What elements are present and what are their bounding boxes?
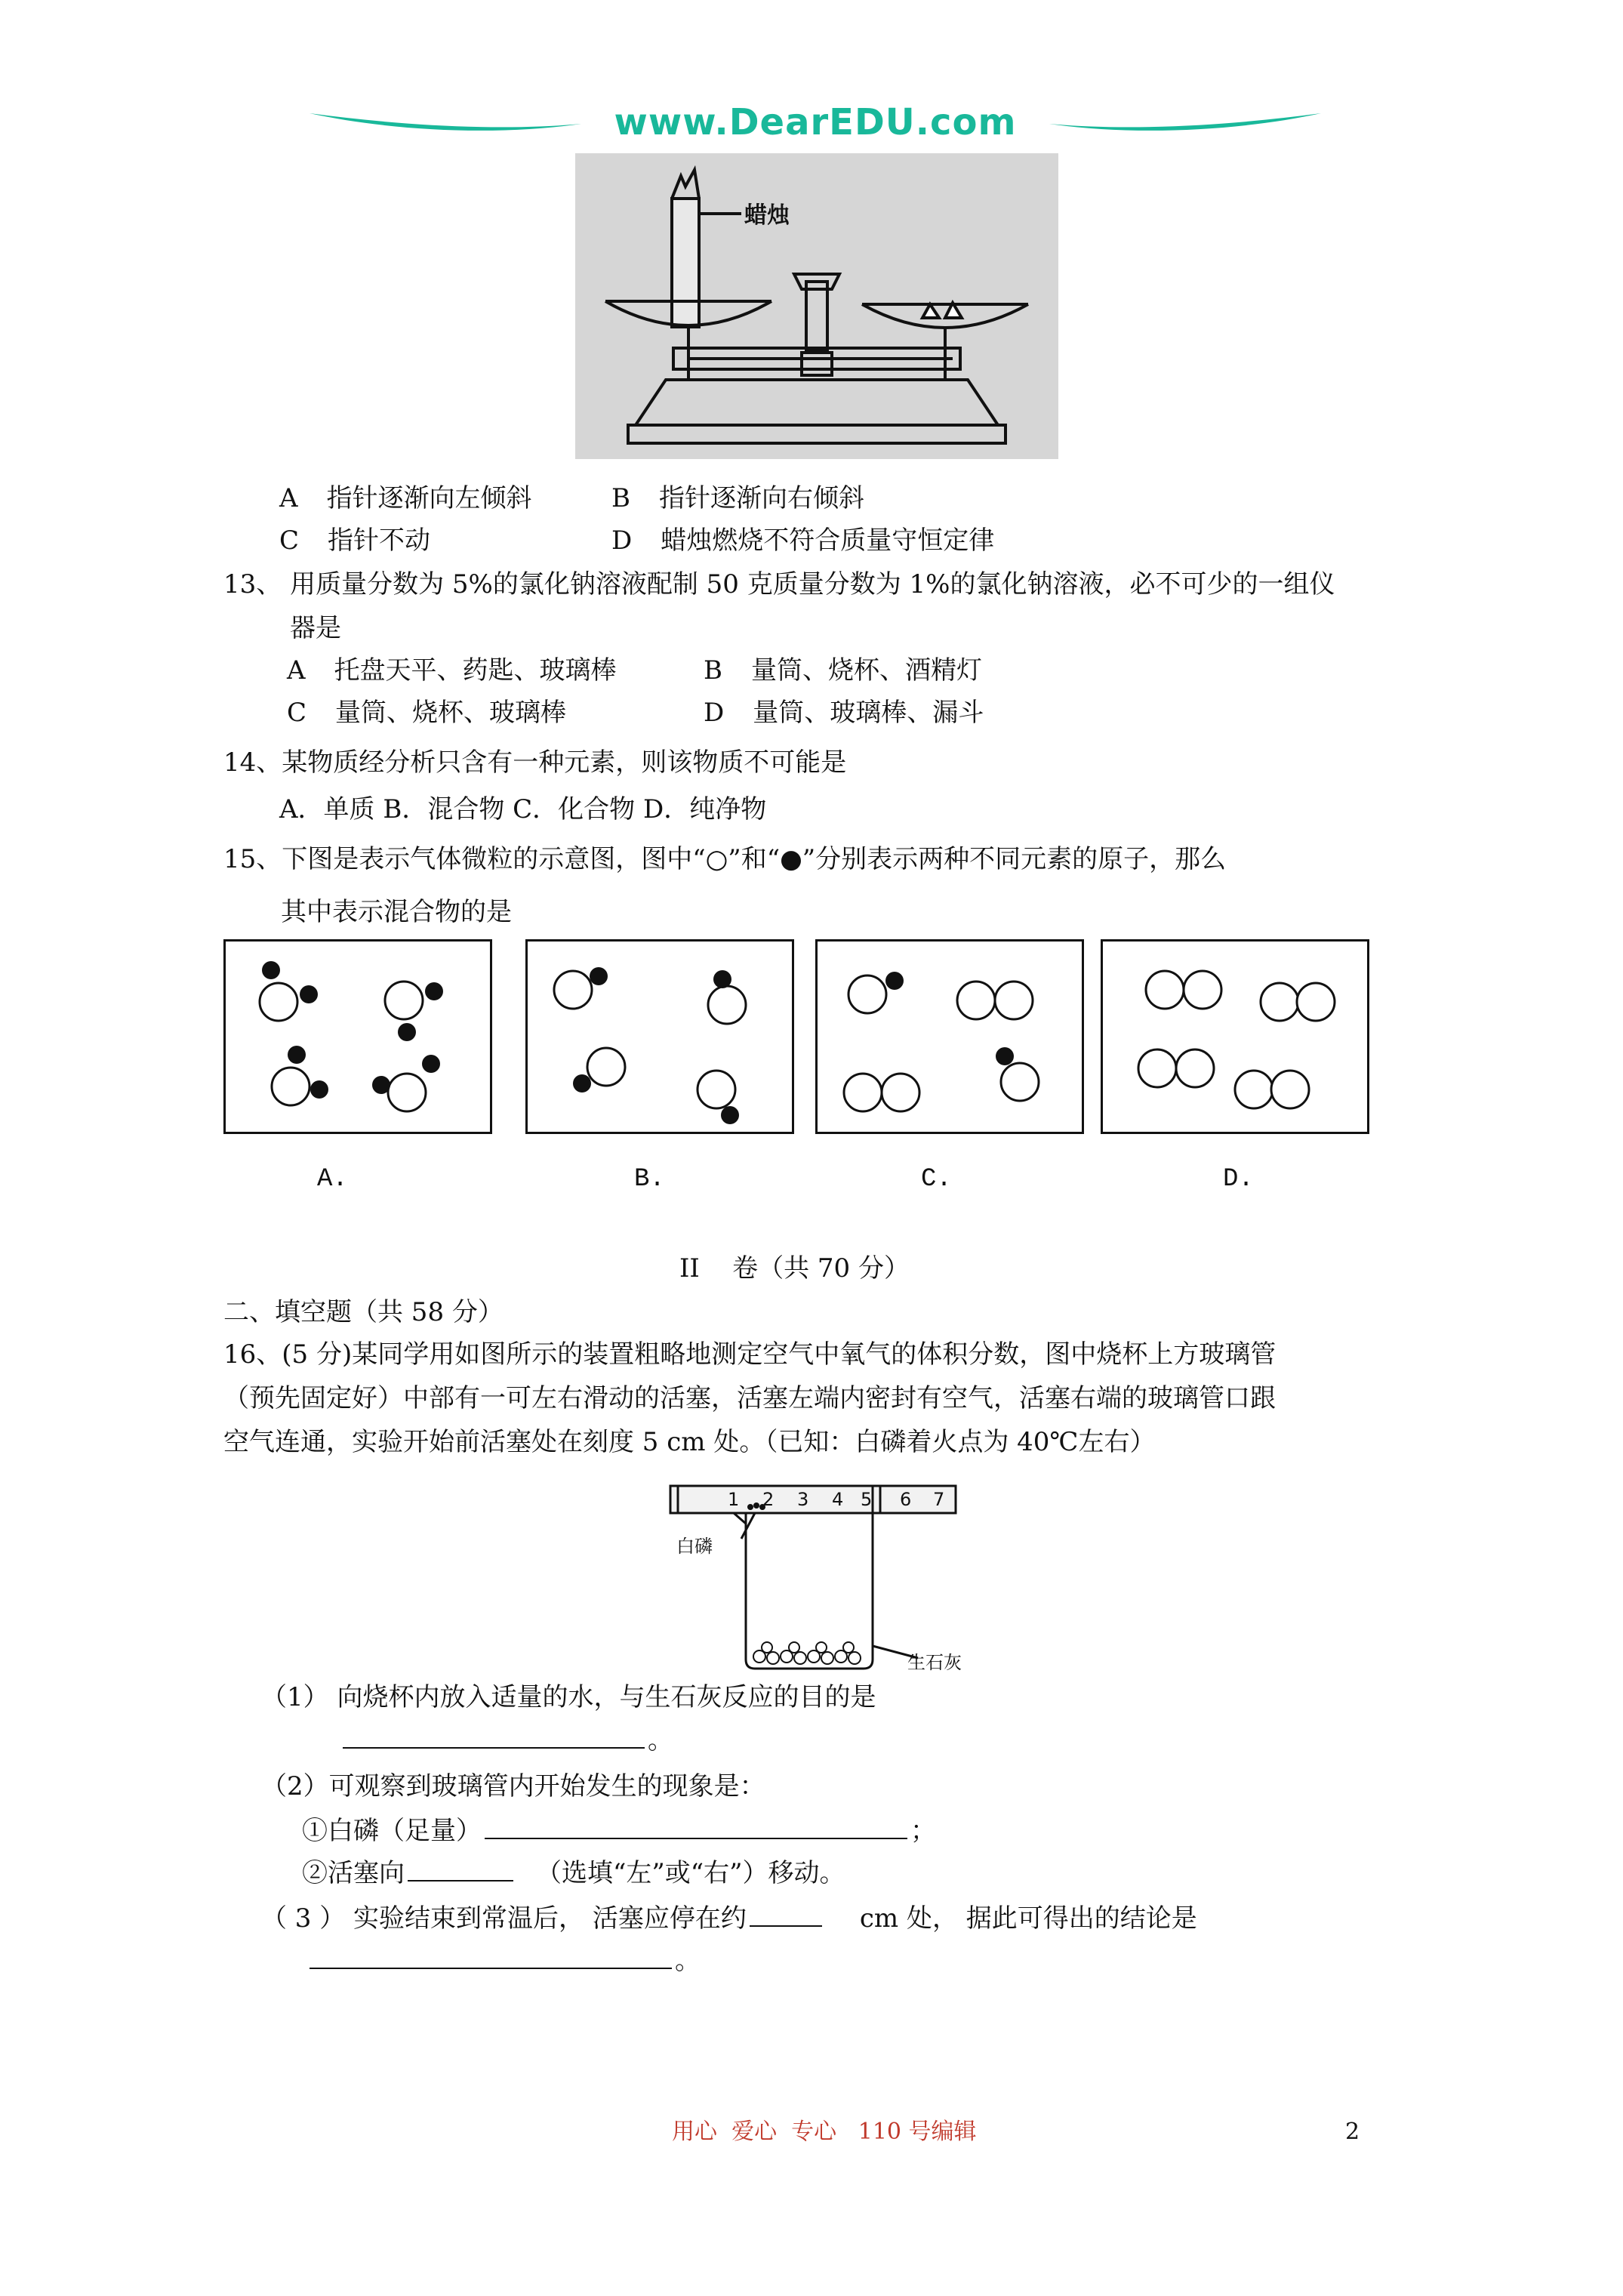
q12-option-b: B 指针逐渐向右倾斜 [611,483,864,513]
q15-label-a: A. [317,1165,348,1194]
balance-drawing [575,153,1058,459]
q16-part2a: ①白磷（足量） ； [302,1812,936,1848]
q14-stem: 14、某物质经分析只含有一种元素，则该物质不可能是 [223,747,847,778]
phosphorus-label: 白磷 [676,1536,713,1557]
particle-box-b [525,939,794,1134]
q12-option-a: A 指针逐渐向左倾斜 [279,483,532,513]
tick-5: 5 [861,1489,873,1510]
q16-part1-end: 。 [648,1725,673,1755]
particle-box-a [223,939,492,1134]
q16-part2b: ②活塞向 （选填“左”或“右”）移动。 [302,1854,845,1890]
balance-figure [575,153,1058,459]
page-number: 2 [1345,2119,1360,2145]
tick-3: 3 [797,1489,809,1510]
tick-2: 2 [762,1489,775,1510]
tick-7: 7 [933,1489,945,1510]
tick-1: 1 [728,1489,740,1510]
q16-stem-line1: 16、(5 分)某同学用如图所示的装置粗略地测定空气中氧气的体积分数，图中烧杯上方玻璃管 [223,1339,1277,1370]
q16-stem-line2: （预先固定好）中部有一可左右滑动的活塞，活塞左端内密封有空气，活塞右端的玻璃管口跟 [223,1383,1276,1413]
q16-part1-answer-line[interactable] [340,1721,673,1757]
q15-label-b: B. [634,1165,665,1194]
footer-text: 用心 爱心 专心 110 号编辑 [672,2119,977,2145]
section-subtitle: 二、填空题（共 58 分） [223,1297,504,1327]
q12-option-d: D 蜡烛燃烧不符合质量守恒定律 [611,525,995,556]
q13-stem-line2: 器是 [290,613,341,643]
q13-option-d: D 量筒、玻璃棒、漏斗 [704,698,984,728]
q15-stem-line2: 其中表示混合物的是 [281,897,512,927]
q16-part2: （2）可观察到玻璃管内开始发生的现象是： [261,1771,765,1801]
particle-box-c [815,939,1084,1134]
q16-stem-line3: 空气连通，实验开始前活塞处在刻度 5 cm 处。（已知：白磷着火点为 40℃左右） [223,1427,1156,1457]
header-banner [310,98,1321,159]
header-site-name: www.DearEDU.com [614,101,1017,143]
particle-box-d [1101,939,1369,1134]
tick-6: 6 [900,1489,912,1510]
section-title: II 卷（共 70 分） [679,1253,910,1284]
q14-options: A．单质 B．混合物 C．化合物 D．纯净物 [279,794,767,824]
q13-option-b: B 量筒、烧杯、酒精灯 [704,655,982,686]
quicklime-label: 生石灰 [907,1652,962,1673]
q16-part1: （1） 向烧杯内放入适量的水，与生石灰反应的目的是 [261,1682,876,1712]
tube-apparatus-figure [661,1478,963,1676]
q16-part3-blank[interactable] [750,1900,822,1927]
q16-part2b-blank[interactable] [408,1854,513,1881]
tick-4: 4 [832,1489,844,1510]
q16-part3: （ 3 ） 实验结束到常温后， 活塞应停在约 cm 处， 据此可得出的结论是 [261,1900,1197,1935]
q15-stem-line1: 15、下图是表示气体微粒的示意图，图中“○”和“●”分别表示两种不同元素的原子，那么 [223,844,1227,874]
q13-stem-line1: 13、 用质量分数为 5%的氯化钠溶液配制 50 克质量分数为 1%的氯化钠溶液，必不可少的一组仪 [223,569,1335,599]
q16-part2a-blank[interactable] [485,1812,907,1839]
q13-option-a: A 托盘天平、药匙、玻璃棒 [287,655,617,686]
q12-option-c: C 指针不动 [279,525,431,556]
candle-label: 蜡烛 [744,202,790,229]
q16-part3-conclusion-line[interactable]: 。 [306,1942,701,1977]
q13-option-c: C 量筒、烧杯、玻璃棒 [287,698,567,728]
q15-label-c: C. [921,1165,952,1194]
q15-label-d: D. [1223,1165,1254,1194]
